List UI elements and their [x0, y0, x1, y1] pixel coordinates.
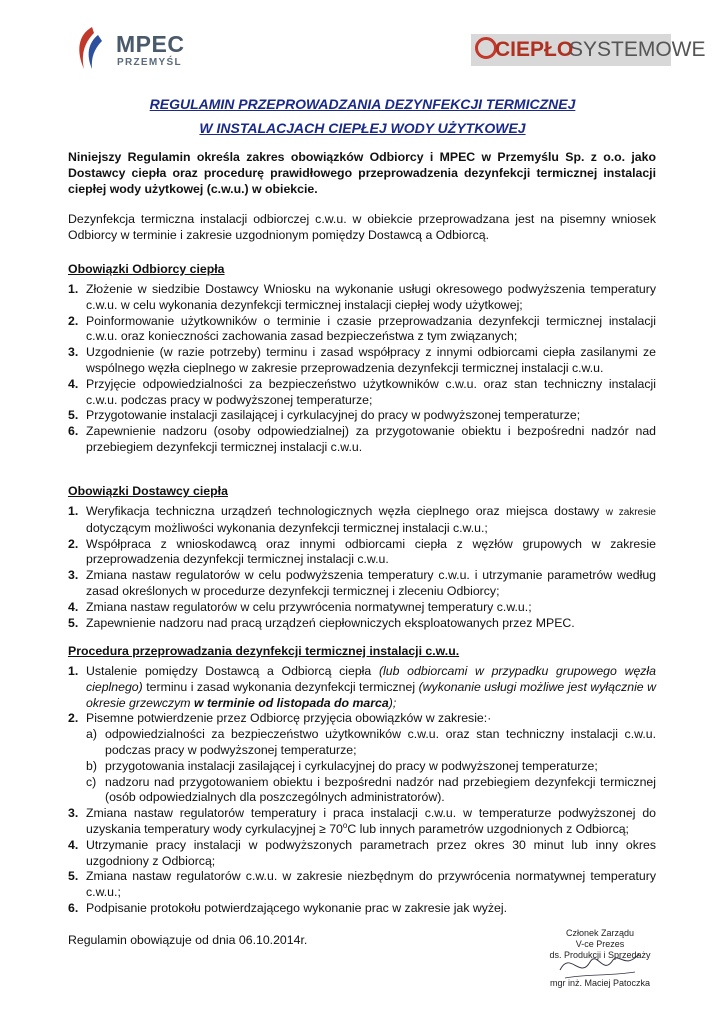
- intro-paragraph: Dezynfekcja termiczna instalacji odbiorczej c.w.u. w obiekcie przeprowadzana jest na pisemny wniosek Odbiorcy w terminie i zakresie uzgodnionym pomiędzy Dostawcą a Odbiorcą.: [68, 212, 656, 242]
- list-item: 3. Zmiana nastaw regulatorów w celu podwyższenia temperatury c.w.u. i utrzymanie parametrów według zasad określonych w procedurze dezynfekcji termicznej i zleceniu Odbiorcy;: [68, 568, 656, 598]
- section-dostawca-list: [68, 504, 656, 631]
- signature-role: Członek Zarządu: [565, 928, 635, 938]
- flame-logo-icon: [72, 25, 108, 71]
- list-item: 3. Uzgodnienie (w razie potrzeby) terminu i zasad współpracy z innymi odbiorcami ciepła zasilanymi ze wspólnego węzła cieplnego w zakresie przeprowadzenia dezynfekcji termicznej instalacji c.w.u.: [68, 345, 656, 375]
- list-item: 2. Pisemne potwierdzenie przez Odbiorcę przyjęcia obowiązków w zakresie:· a) odpowiedzialności za bezpieczeństwo użytkowników c.w.u. oraz stan techniczny instalacji c.w.u. podczas pracy w podwyższonej temperaturze; b) przygotowania instalacji zasilającej i cyrkulacyjnej do pracy w podwyższonej temperaturze; c) nadzoru nad przygotowaniem obiektu i bezpośredni nadzór nad przebiegiem dezynfekcji termicznej (osób odpowiedzialnych dla poszczególnych administratorów).: [68, 711, 656, 805]
- cieplo-systemowe-logo: [471, 34, 706, 66]
- list-item: 3. Zmiana nastaw regulatorów temperatury i praca instalacji c.w.u. w temperaturze podwyższonej do uzyskania temperatury wody cyrkulacyjnej ≥ $70^oC$ lub innych parametrów uzgodnionych z Odbiorcą;: [68, 806, 656, 836]
- list-item: 2. Współpraca z wnioskodawcą oraz innymi odbiorcami ciepła z węzłów grupowych w zakresie przeprowadzenia dezynfekcji termicznej instalacji c.w.u.: [68, 536, 656, 567]
- effective-date: Regulamin obowiązuje od dnia 06.10.2014r.: [68, 933, 308, 947]
- document-title-line1: REGULAMIN PRZEPROWADZANIA DEZYNFEKCJI TERMICZNEJ: [149, 96, 576, 112]
- list-item: 5. Przygotowanie instalacji zasilającej i cyrkulacyjnej do pracy w podwyższonej temperaturze;: [68, 408, 581, 423]
- sub-list-item: b) przygotowania instalacji zasilającej i cyrkulacyjnej do pracy w podwyższonej temperaturze;: [86, 758, 598, 773]
- signature-name: mgr inż. Maciej Patoczka: [549, 978, 651, 988]
- list-item: 4. Utrzymanie pracy instalacji w podwyższonych parametrach przez okres 30 minut lub inny okres uzgodniony z Odbiorcą;: [68, 837, 656, 868]
- list-item: 1. Ustalenie pomiędzy Dostawcą a Odbiorcą ciepła (lub odbiorcami w przypadku grupowego węzła cieplnego) terminu i zasad wykonania dezynfekcji termicznej (wykonanie usługi możliwe jest wyłącznie w okresie grzewczym w terminie od listopada do marca);: [68, 664, 657, 710]
- section-procedura-list: [68, 664, 656, 917]
- list-item: 5. Zmiana nastaw regulatorów c.w.u. w zakresie niezbędnym do przywrócenia normatywnej temperatury c.w.u.;: [68, 869, 656, 900]
- list-item: 6. Zapewnienie nadzoru (osoby odpowiedzialnej) za przygotowanie obiektu i bezpośredni nadzór nad przebiegiem dezynfekcji termicznej instalacji c.w.u.: [68, 424, 656, 454]
- signature-department: ds. Produkcji i Sprzedaży: [549, 950, 651, 960]
- intro-bold-paragraph: Niniejszy Regulamin określa zakres obowiązków Odbiorcy i MPEC w Przemyślu Sp. z o.o. jako Dostawcy ciepła oraz procedurę prawidłowego przeprowadzenia dezynfekcji termicznej instalacji ciepłej wody użytkowej (c.w.u.) w obiekcie.: [68, 150, 656, 196]
- cs-logo-part2: SYSTEMOWE: [569, 38, 706, 61]
- list-item: 1. Złożenie w siedzibie Dostawcy Wniosku na wykonanie usługi okresowego podwyższenia temperatury c.w.u. w celu wykonania dezynfekcji termicznej instalacji ciepłej wody użytkowej;: [68, 282, 656, 312]
- list-item: 5. Zapewnienie nadzoru nad pracą urządzeń ciepłowniczych eksploatowanych przez MPEC.: [68, 615, 575, 630]
- ring-logo-icon: [475, 37, 497, 59]
- list-item: 4. Przyjęcie odpowiedzialności za bezpieczeństwo użytkowników c.w.u. oraz stan techniczny instalacji c.w.u. podczas pracy w podwyższonej temperaturze;: [68, 376, 656, 407]
- cs-logo-part1: CIEPŁO: [495, 38, 574, 61]
- list-item: 2. Poinformowanie użytkowników o terminie i czasie przeprowadzania dezynfekcji termicznej instalacji c.w.u. oraz konieczności zachowania zasad bezpieczeństwa z tym związanych;: [68, 313, 656, 344]
- sub-list-item: c) nadzoru nad przygotowaniem obiektu i bezpośredni nadzór nad przebiegiem dezynfekcji termicznej (osób odpowiedzialnych dla poszczególnych administratorów).: [86, 774, 656, 805]
- section-heading-dostawca: Obowiązki Dostawcy ciepła: [68, 484, 228, 498]
- signature-title: V-ce Prezes: [575, 939, 625, 949]
- section-odbiorca-list: [68, 282, 656, 456]
- sub-list-item: a) odpowiedzialności za bezpieczeństwo użytkowników c.w.u. oraz stan techniczny instalacji c.w.u. podczas pracy w podwyższonej temperaturze;: [86, 727, 656, 757]
- document-title-line2: W INSTALACJACH CIEPŁEJ WODY UŻYTKOWEJ: [199, 120, 526, 136]
- mpec-name: MPEC: [116, 31, 185, 57]
- section-heading-odbiorca: Obowiązki Odbiorcy ciepła: [68, 262, 225, 276]
- list-item: 1. Weryfikacja techniczna urządzeń technologicznych węzła cieplnego oraz miejsca dostawy w zakresie dotyczącym możliwości wykonania dezynfekcji termicznej instalacji c.w.u.;: [68, 504, 656, 535]
- list-item: 4. Zmiana nastaw regulatorów w celu przywrócenia normatywnej temperatury c.w.u.;: [68, 599, 532, 614]
- mpec-city: PRZEMYŚL: [117, 57, 182, 68]
- handwritten-signature-icon: [555, 940, 645, 988]
- mpec-logo: [72, 25, 202, 71]
- list-item: 6. Podpisanie protokołu potwierdzającego wykonanie prac w zakresie jak wyżej.: [68, 900, 508, 915]
- section-heading-procedura: Procedura przeprowadzania dezynfekcji termicznej instalacji c.w.u.: [68, 644, 460, 658]
